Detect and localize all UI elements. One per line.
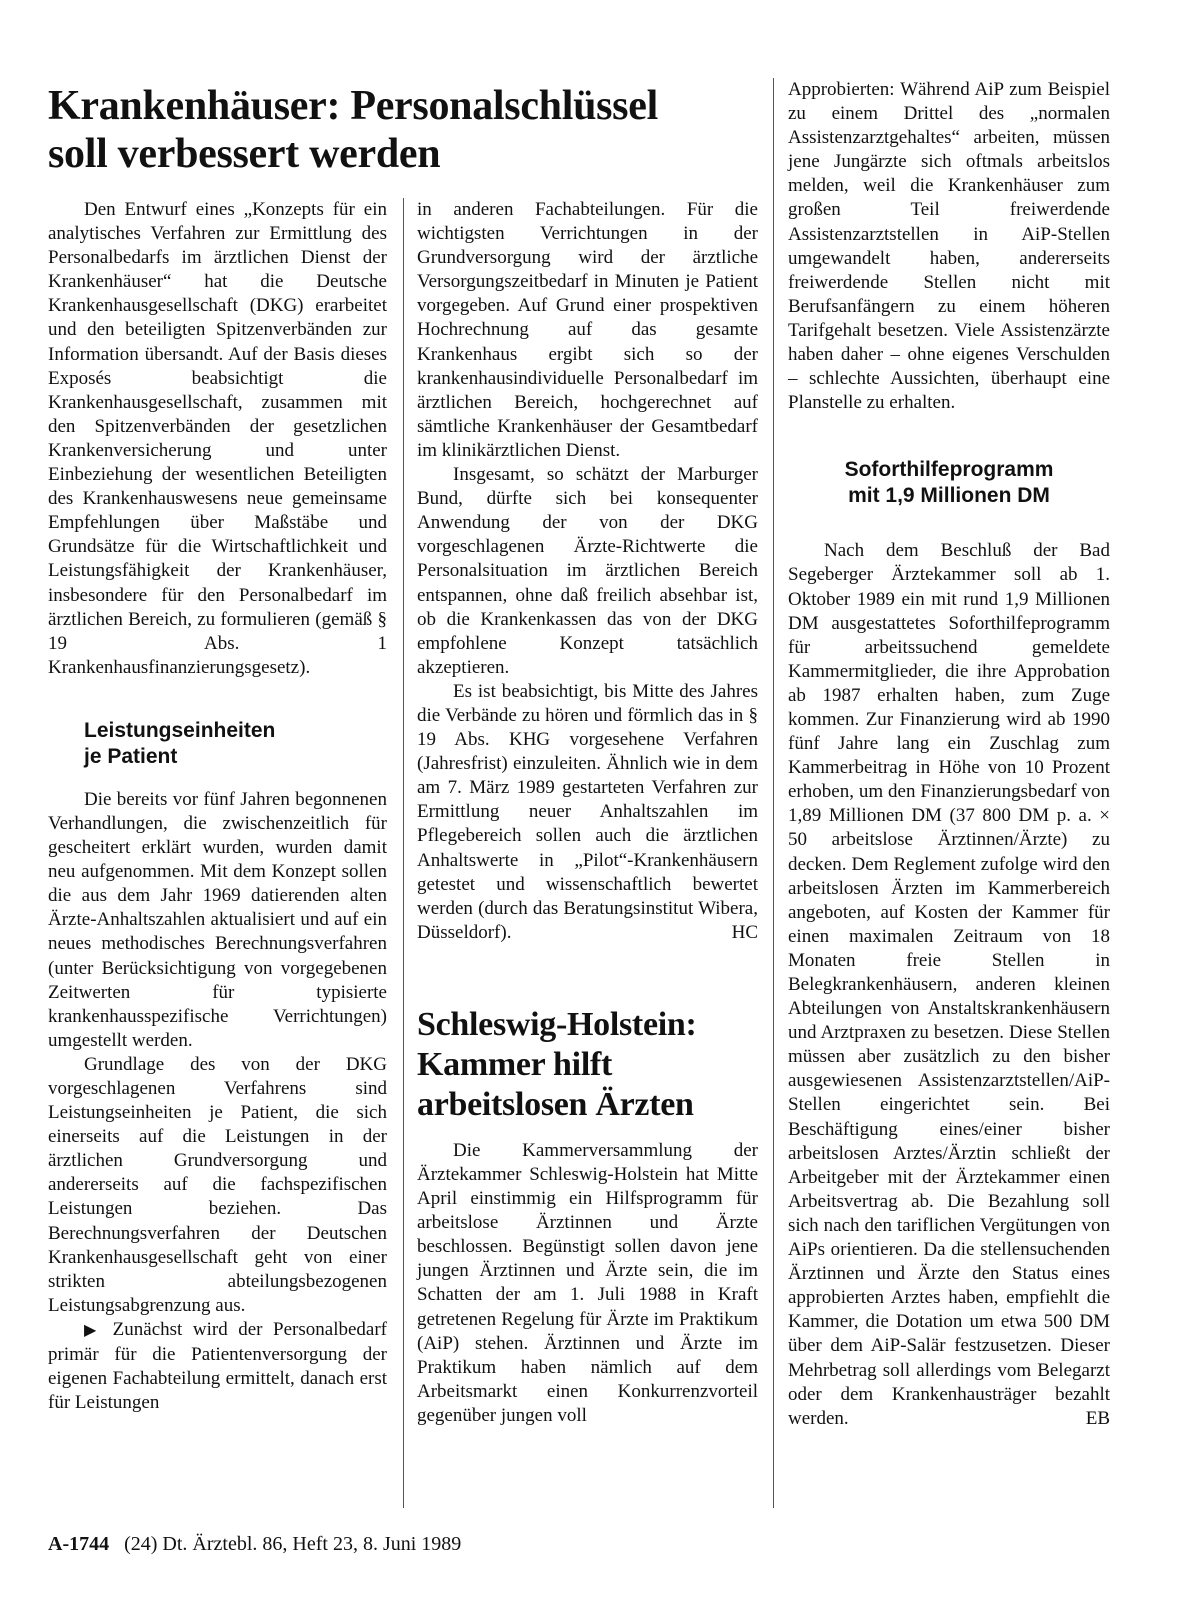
article2-paragraph-1: Die Kammerversammlung der Ärztekammer Schleswig-Holstein hat Mitte April einstimmig ein Hilfsprogramm für arbeitslose Ärztinnen und Ärzte beschlossen. Begünstigt sollen davon jene jungen Ärztinnen und Ärzte sein, die im Schatten der am 1. Juli 1988 in Kraft getretenen Regelung für Ärzte im Praktikum (AiP) stehen. Ärztinnen und Ärzte im Praktikum haben nämlich auf dem Arbeitsmarkt einen Konkurrenzvorteil gegenüber jungen voll [417, 1139, 758, 1426]
column-2 [417, 78, 758, 1428]
page-footer [48, 1532, 461, 1556]
paragraph-7-text: Es ist beabsichtigt, bis Mitte des Jahres die Verbände zu hören und förmlich das in § 19 Abs. KHG vorgesehene Verfahren (Jahresfrist) einzuleiten. Ähnlich wie in dem am 7. März 1989 gestarteten Verfahren zur Ermittlung neuer Anhaltszahlen im Pflegebereich sollen auch die ärztlichen Anhaltswerte in „Pilot“-Krankenhäusern getestet und wissenschaftlich bewertet werden (durch das Beratungsinstitut Wibera, Düsseldorf). [417, 680, 758, 943]
journal-citation: (24) Dt. Ärztebl. 86, Heft 23, 8. Juni 1989 [124, 1533, 462, 1555]
article1-paragraph-5: in anderen Fachabteilungen. Für die wichtigsten Verrichtungen in der Grundversorgung wird der ärztliche Versorgungszeitbedarf in Minuten je Patient vorgegeben. Auf Grund einer prospektiven Hochrechnung auf das gesamte Krankenhaus ergibt sich so der krankenhausindividuelle Personalbedarf im ärztlichen Bereich, hochgerechnet auf sämtliche Krankenhäuser der Gesamtbedarf im klinikärztlichen Dienst. [417, 199, 758, 461]
subheading-line-2: je Patient [84, 744, 178, 768]
article1-signature: HC [731, 921, 758, 943]
article2-paragraph-2: Approbierten: Während AiP zum Beispiel zu einem Drittel des „normalen Assistenzarztgehaltes“ arbeiten, müssen jene Jungärzte sich oftmals arbeitslos melden, weil die Krankenhäuser zum großen Teil freiwerdende Assistenzarztstellen in AiP-Stellen umgewandelt haben, andererseits freiwerdende Stellen nicht mit Berufsanfängern zu einem höheren Tarifgehalt besetzen. Viele Assistenzärzte haben daher – ohne eigenes Verschulden – schlechte Aussichten, überhaupt eine Planstelle zu erhalten. [788, 79, 1110, 414]
subheading-line-1: Leistungseinheiten [84, 718, 276, 742]
article2-headline-line-3: arbeitslosen Ärzten [417, 1085, 694, 1123]
article2-headline [417, 1005, 758, 1125]
article1-paragraph-4 [48, 1318, 387, 1415]
article2-headline-line-1: Schleswig-Holstein: [417, 1005, 697, 1043]
article1-subheading [48, 718, 387, 770]
headline-line-1: Krankenhäuser: Personalschlüssel [48, 83, 658, 129]
article2-subheading [788, 457, 1110, 509]
subheading-line-2: mit 1,9 Millionen DM [848, 484, 1050, 508]
column-rule-1 [403, 198, 404, 1508]
paragraph-3-text: Nach dem Beschluß der Bad Segeberger Ärztekammer soll ab 1. Oktober 1989 ein mit rund 1,9 Millionen DM ausgestattetes Soforthilfeprogramm für arbeitssuchend gemeldete Kammermitglieder, die ihre Approbation ab 1987 erhalten haben, zum Zuge kommen. Zur Finanzierung wird ab 1990 fünf Jahre lang ein Zuschlag zum Kammerbeitrag in Höhe von 10 Prozent erhoben, um den Finanzierungsbedarf von 1,89 Millionen DM (37 800 DM p. a. × 50 arbeitslose Ärztinnen/Ärzte) zu decken. Dem Reglement zufolge wird den arbeitslosen Ärzten im Kammerbereich angeboten, auf Kosten der Kammer für einen maximalen Zeitraum von 18 Monaten freie Stellen in Belegkrankenhäusern, anderen kleinen Abteilungen von Anstaltskrankenhäusern und Arztpraxen zu besetzen. Diese Stellen müssen aber zusätzlich zu den bisher ausgewiesenen Assistenzarztstellen/AiP-Stellen eingerichtet sein. Bei Beschäftigung eines/einer bisher arbeitslosen Arztes/Ärztin schließt der Arbeitgeber mit der Ärztekammer einen Arbeitsvertrag ab. Die Bezahlung soll sich nach den tariflichen Vergütungen von AiPs orientieren. Da die stellensuchenden Ärztinnen und Ärzte den Status eines approbierten Arztes haben, empfiehlt die Kammer, die Dotation um etwa 500 DM über dem AiP-Salär festzusetzen. Dieser Mehrbetrag soll allerdings vom Belegarzt oder dem Krankenhausträger bezahlt werden. [788, 540, 1110, 1429]
triangle-bullet-icon: ▶ [84, 1321, 103, 1339]
article1-paragraph-2: Die bereits vor fünf Jahren begonnenen Verhandlungen, die zwischenzeitlich für gescheitert erklärt wurden, wurden damit neu aufgenommen. Mit dem Konzept sollen die aus dem Jahr 1969 datierenden alten Ärzte-Anhaltszahlen aktualisiert und auf ein neues methodisches Berechnungsverfahren (unter Berücksichtigung von vorgegebenen Zeitwerten für typisierte krankenhausspezifische Verrichtungen) umgestellt werden. [48, 788, 387, 1051]
article2-signature: EB [1085, 1407, 1110, 1429]
page-code: A-1744 [48, 1533, 110, 1555]
article2-headline-line-2: Kammer hilft [417, 1045, 613, 1083]
article2-paragraph-3 [788, 539, 1110, 1430]
article1-paragraph-3: Grundlage des von der DKG vorgeschlagenen Verfahrens sind Leistungseinheiten je Patient, die sich einerseits auf die Leistungen in der ärztlichen Grundversorgung und andererseits auf die fachspezifischen Leistungen beziehen. Das Berechnungsverfahren der Deutschen Krankenhausgesellschaft geht von einer strikten abteilungsbezogenen Leistungsabgrenzung aus. [48, 1053, 387, 1316]
article1-paragraph-1: Den Entwurf eines „Konzepts für ein analytisches Verfahren zur Ermittlung des Personalbedarfs im ärztlichen Dienst der Krankenhäuser“ hat die Deutsche Krankenhausgesellschaft (DKG) erarbeitet und den beteiligten Spitzenverbänden zur Information übersandt. Auf der Basis dieses Exposés beabsichtigt die Krankenhausgesellschaft, zusammen mit den Spitzenverbänden der gesetzlichen Krankenversicherung und unter Einbeziehung der wesentlichen Beteiligten des Krankenhauswesens neue gemeinsame Empfehlungen über Maßstäbe und Grundsätze für die Wirtschaftlichkeit und Leistungsfähigkeit der Krankenhäuser, insbesondere für den Personalbedarf im ärztlichen Bereich, zu formulieren (gemäß § 19 Abs. 1 Krankenhausfinanzierungsgesetz). [48, 199, 387, 678]
column-rule-2 [773, 78, 774, 1508]
subheading-line-1: Soforthilfeprogramm [844, 458, 1054, 482]
headline-line-2: soll verbessert werden [48, 131, 441, 177]
column-3 [788, 78, 1110, 1431]
paragraph-4-text: Zunächst wird der Personalbedarf primär für die Patientenversorgung der eigenen Fachabteilung ermittelt, danach erst für Leistungen [48, 1318, 388, 1414]
article1-paragraph-6: Insgesamt, so schätzt der Marburger Bund, dürfte sich bei konsequenter Anwendung der von der DKG vorgeschlagenen Ärzte-Richtwerte die Personalsituation im ärztlichen Bereich entspannen, ohne daß freilich absehbar ist, ob die Krankenkassen das von der DKG empfohlene Konzept tatsächlich akzeptieren. [417, 464, 758, 678]
column-1 [48, 78, 387, 1415]
article1-paragraph-7 [417, 680, 758, 945]
